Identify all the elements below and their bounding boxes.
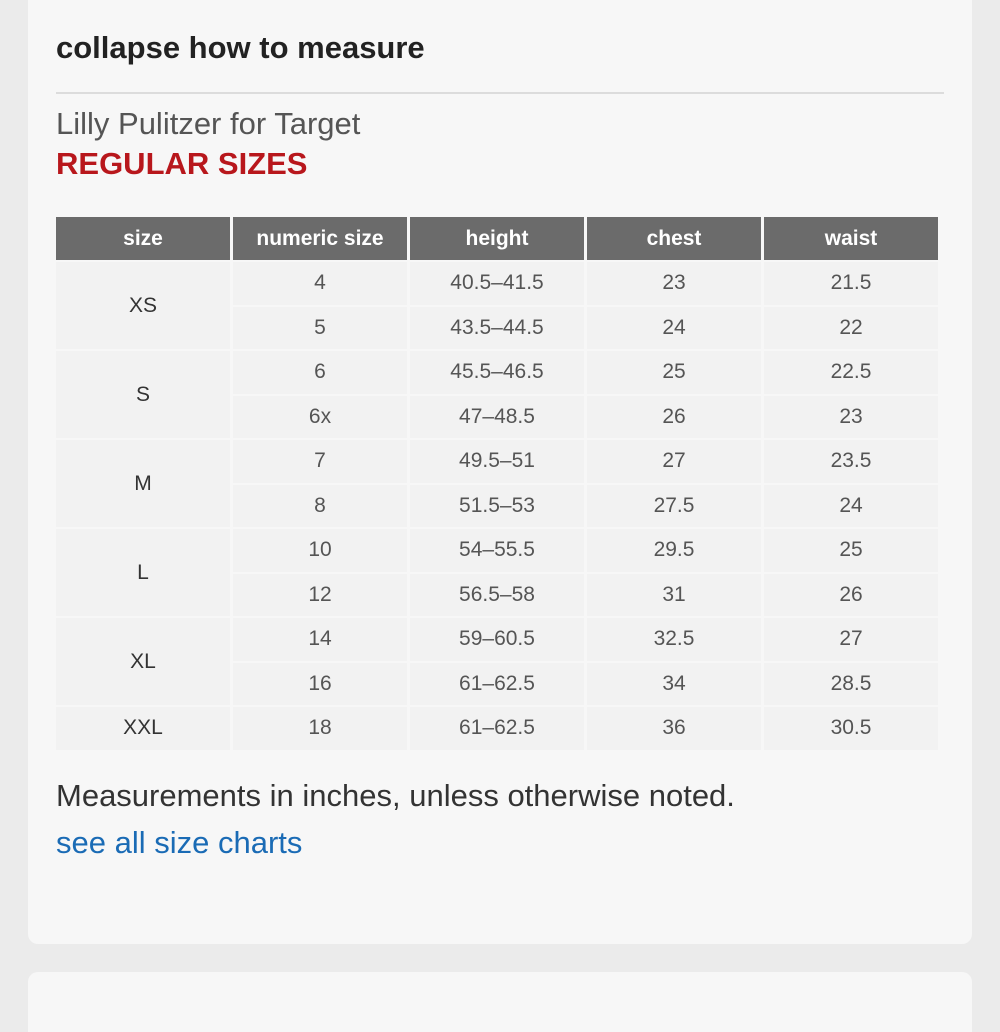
- column-header-chest: chest: [587, 217, 761, 260]
- height-cell: 59–60.5: [410, 618, 584, 661]
- size-cell: XS: [56, 262, 230, 349]
- size-table: [53, 215, 941, 752]
- size-cell: XL: [56, 618, 230, 705]
- chest-cell: 31: [587, 574, 761, 617]
- numeric-cell: 10: [233, 529, 407, 572]
- chest-cell: 29.5: [587, 529, 761, 572]
- numeric-cell: 6: [233, 351, 407, 394]
- waist-cell: 23.5: [764, 440, 938, 483]
- waist-cell: 21.5: [764, 262, 938, 305]
- chest-cell: 27: [587, 440, 761, 483]
- brand-name: Lilly Pulitzer for Target: [56, 106, 361, 141]
- next-card: [28, 972, 972, 1032]
- chest-cell: 36: [587, 707, 761, 750]
- table-row: [56, 351, 938, 394]
- chest-cell: 26: [587, 396, 761, 439]
- waist-cell: 23: [764, 396, 938, 439]
- height-cell: 40.5–41.5: [410, 262, 584, 305]
- waist-cell: 24: [764, 485, 938, 528]
- measurement-note: Measurements in inches, unless otherwise noted.: [56, 778, 735, 813]
- chest-cell: 34: [587, 663, 761, 706]
- waist-cell: 30.5: [764, 707, 938, 750]
- numeric-cell: 6x: [233, 396, 407, 439]
- column-header-height: height: [410, 217, 584, 260]
- see-all-size-charts-link[interactable]: see all size charts: [56, 825, 303, 860]
- height-cell: 61–62.5: [410, 707, 584, 750]
- table-row: [56, 529, 938, 572]
- size-table-body: [56, 262, 938, 750]
- numeric-cell: 8: [233, 485, 407, 528]
- height-cell: 47–48.5: [410, 396, 584, 439]
- waist-cell: 28.5: [764, 663, 938, 706]
- table-header-row: [56, 217, 938, 260]
- waist-cell: 27: [764, 618, 938, 661]
- numeric-cell: 16: [233, 663, 407, 706]
- section-title: REGULAR SIZES: [56, 146, 308, 181]
- size-cell: M: [56, 440, 230, 527]
- waist-cell: 25: [764, 529, 938, 572]
- size-cell: S: [56, 351, 230, 438]
- chest-cell: 24: [587, 307, 761, 350]
- waist-cell: 26: [764, 574, 938, 617]
- chest-cell: 25: [587, 351, 761, 394]
- height-cell: 54–55.5: [410, 529, 584, 572]
- height-cell: 45.5–46.5: [410, 351, 584, 394]
- table-row: [56, 707, 938, 750]
- chest-cell: 23: [587, 262, 761, 305]
- size-cell: L: [56, 529, 230, 616]
- column-header-waist: waist: [764, 217, 938, 260]
- height-cell: 49.5–51: [410, 440, 584, 483]
- table-row: [56, 440, 938, 483]
- waist-cell: 22.5: [764, 351, 938, 394]
- waist-cell: 22: [764, 307, 938, 350]
- divider: [56, 92, 944, 94]
- column-header-size: size: [56, 217, 230, 260]
- numeric-cell: 7: [233, 440, 407, 483]
- table-row: [56, 262, 938, 305]
- height-cell: 61–62.5: [410, 663, 584, 706]
- height-cell: 51.5–53: [410, 485, 584, 528]
- size-chart-card: [28, 0, 972, 944]
- chest-cell: 32.5: [587, 618, 761, 661]
- numeric-cell: 5: [233, 307, 407, 350]
- numeric-cell: 4: [233, 262, 407, 305]
- column-header-numeric-size: numeric size: [233, 217, 407, 260]
- numeric-cell: 12: [233, 574, 407, 617]
- numeric-cell: 18: [233, 707, 407, 750]
- table-row: [56, 618, 938, 661]
- height-cell: 43.5–44.5: [410, 307, 584, 350]
- numeric-cell: 14: [233, 618, 407, 661]
- collapse-how-to-measure-link[interactable]: collapse how to measure: [56, 30, 425, 65]
- size-cell: XXL: [56, 707, 230, 750]
- chest-cell: 27.5: [587, 485, 761, 528]
- height-cell: 56.5–58: [410, 574, 584, 617]
